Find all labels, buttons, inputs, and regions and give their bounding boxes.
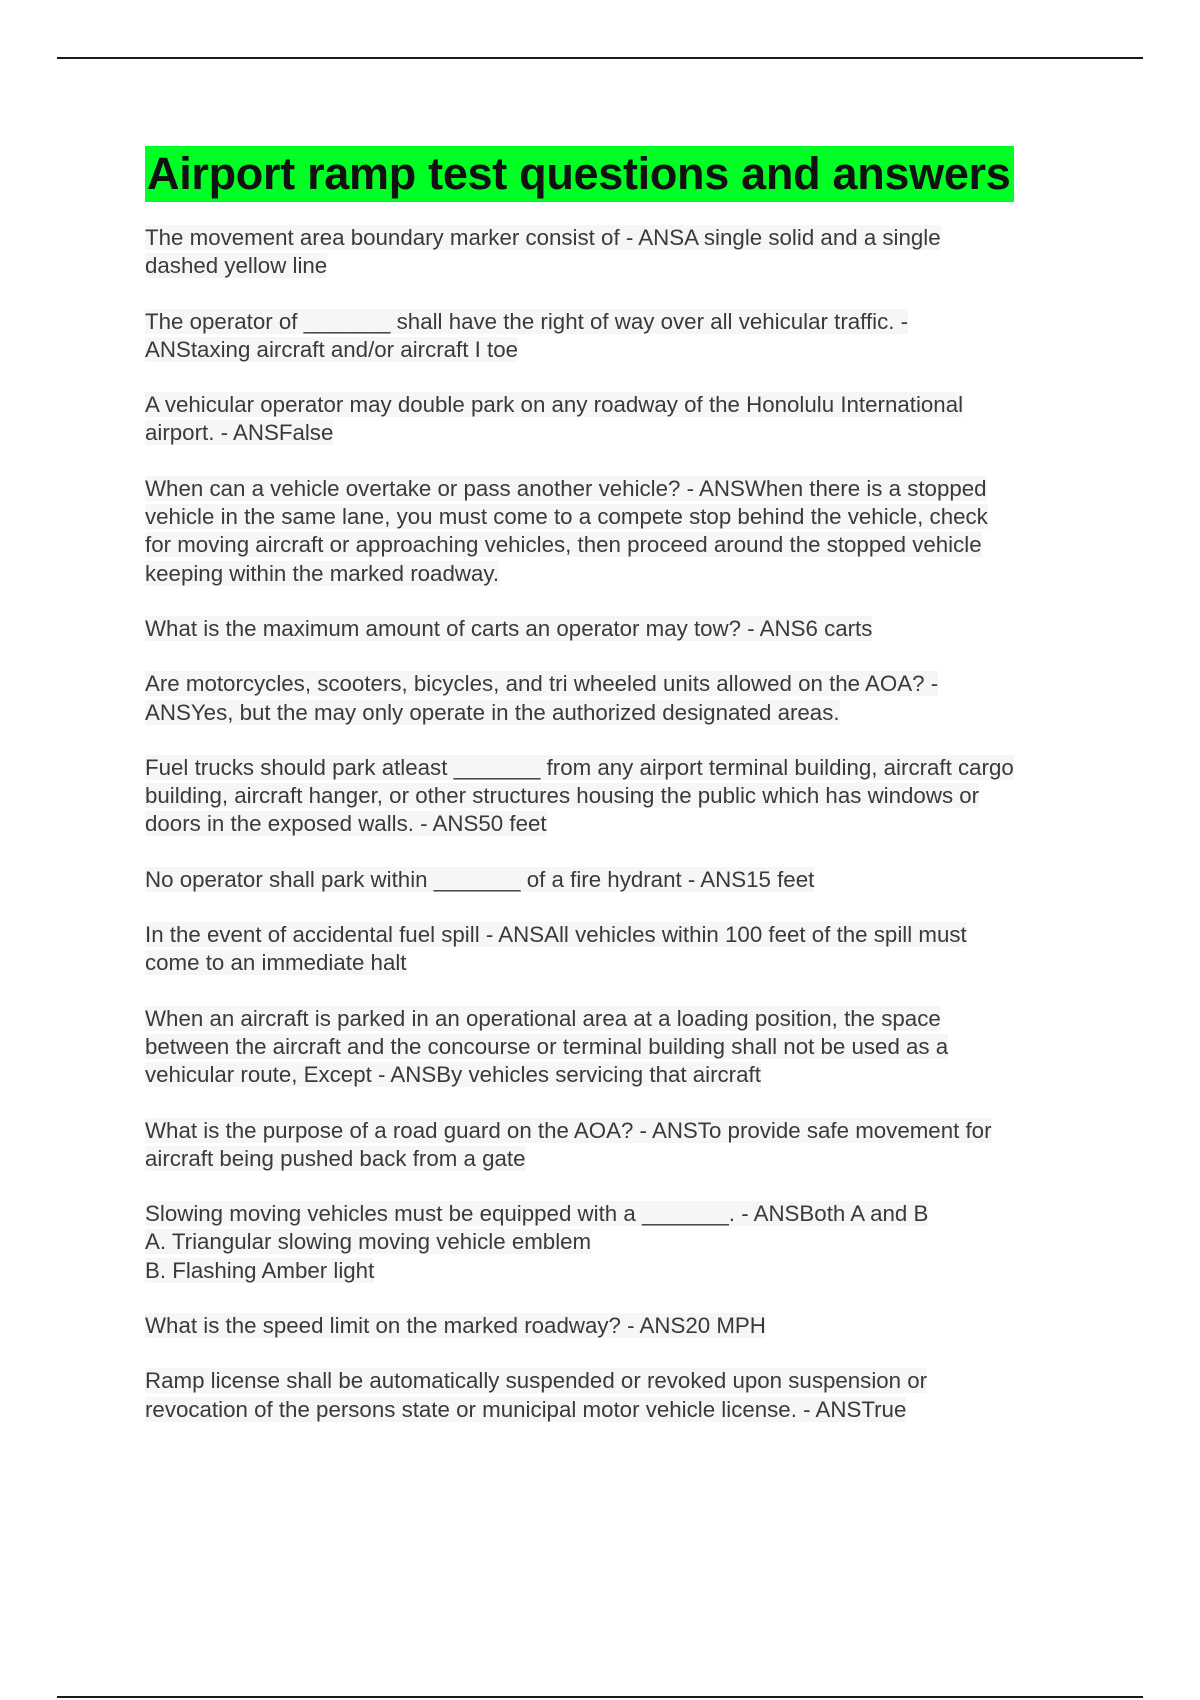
qa-text-line: Ramp license shall be automatically suspended or revoked upon suspension or	[145, 1368, 928, 1394]
top-rule	[57, 57, 1143, 59]
qa-text-line: In the event of accidental fuel spill - ANSAll vehicles within 100 feet of the spill must	[145, 922, 967, 948]
qa-item-13	[145, 1312, 1095, 1340]
qa-item-6	[145, 670, 1095, 727]
qa-item-1	[145, 224, 1095, 281]
qa-item-8	[145, 866, 1095, 894]
qa-text-line: A vehicular operator may double park on any roadway of the Honolulu International	[145, 392, 964, 418]
qa-text-line: What is the purpose of a road guard on the AOA? - ANSTo provide safe movement for	[145, 1117, 992, 1143]
bottom-rule	[57, 1696, 1143, 1698]
qa-text-line: When an aircraft is parked in an operational area at a loading position, the space	[145, 1005, 941, 1031]
qa-item-10	[145, 1005, 1095, 1090]
qa-item-12	[145, 1200, 1095, 1285]
qa-text-line: aircraft being pushed back from a gate	[145, 1145, 526, 1171]
qa-text-line: What is the maximum amount of carts an operator may tow? - ANS6 carts	[145, 615, 873, 641]
qa-text-line: Slowing moving vehicles must be equipped with a _______. - ANSBoth A and B	[145, 1201, 929, 1227]
qa-text-line: B. Flashing Amber light	[145, 1257, 375, 1283]
qa-text-line: Are motorcycles, scooters, bicycles, and tri wheeled units allowed on the AOA? -	[145, 671, 939, 697]
qa-item-4	[145, 475, 1095, 588]
qa-text-line: building, aircraft hanger, or other structures housing the public which has windows or	[145, 783, 980, 809]
qa-text-line: No operator shall park within _______ of a fire hydrant - ANS15 feet	[145, 866, 815, 892]
qa-text-line: When can a vehicle overtake or pass another vehicle? - ANSWhen there is a stopped	[145, 475, 987, 501]
qa-text-line: doors in the exposed walls. - ANS50 feet	[145, 811, 547, 837]
qa-text-line: ANSYes, but the may only operate in the authorized designated areas.	[145, 699, 840, 725]
qa-item-3	[145, 391, 1095, 448]
document-title: Airport ramp test questions and answers	[145, 146, 1014, 202]
qa-text-line: The operator of _______ shall have the right of way over all vehicular traffic. -	[145, 308, 909, 334]
qa-item-5	[145, 615, 1095, 643]
qa-text-line: airport. - ANSFalse	[145, 420, 334, 446]
qa-item-7	[145, 754, 1095, 839]
qa-text-line: What is the speed limit on the marked roadway? - ANS20 MPH	[145, 1313, 766, 1339]
qa-text-line: The movement area boundary marker consist of - ANSA single solid and a single	[145, 225, 941, 250]
qa-item-11	[145, 1117, 1095, 1174]
qa-item-2	[145, 308, 1095, 365]
qa-text-line: A. Triangular slowing moving vehicle emblem	[145, 1229, 592, 1255]
qa-text-line: Fuel trucks should park atleast _______ from any airport terminal building, aircraft cargo	[145, 754, 1014, 780]
document-body	[145, 146, 1095, 1451]
qa-text-line: ANStaxing aircraft and/or aircraft I toe	[145, 336, 519, 362]
qa-text-line: vehicular route, Except - ANSBy vehicles servicing that aircraft	[145, 1062, 761, 1088]
qa-text-line: for moving aircraft or approaching vehicles, then proceed around the stopped vehicle	[145, 532, 982, 558]
qa-item-9	[145, 921, 1095, 978]
qa-text-line: dashed yellow line	[145, 253, 328, 279]
qa-text-line: come to an immediate halt	[145, 950, 407, 976]
qa-text-line: revocation of the persons state or municipal motor vehicle license. - ANSTrue	[145, 1396, 907, 1422]
qa-text-line: between the aircraft and the concourse or terminal building shall not be used as a	[145, 1033, 949, 1059]
qa-text-line: vehicle in the same lane, you must come to a compete stop behind the vehicle, check	[145, 504, 988, 530]
qa-text-line: keeping within the marked roadway.	[145, 560, 500, 586]
qa-item-14	[145, 1367, 1095, 1424]
